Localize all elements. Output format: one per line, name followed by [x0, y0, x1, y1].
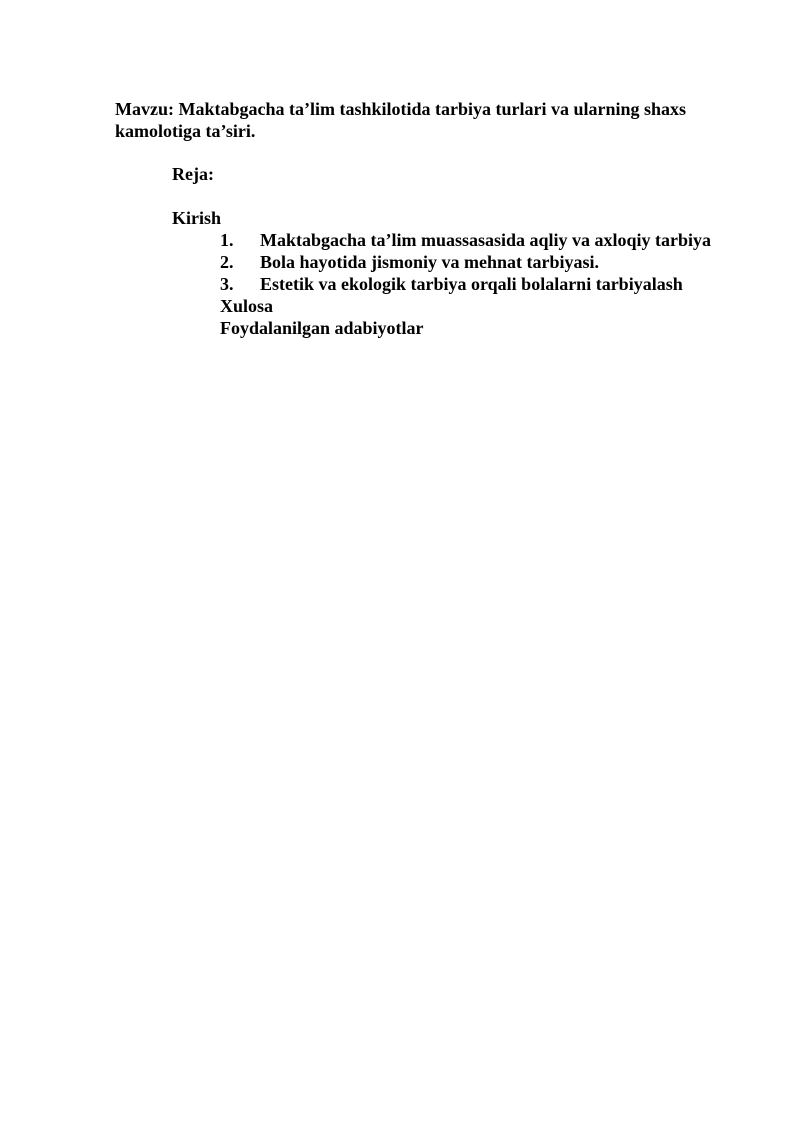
plan-item-number: 3. [220, 274, 234, 294]
plan-item-label: Maktabgacha ta’lim muassasasida aqliy va axloqiy tarbiya [260, 230, 712, 250]
plan-item-label: Estetik va ekologik tarbiya orqali bolalarni tarbiyalash [260, 274, 683, 294]
plan-item-number: 1. [220, 230, 234, 250]
plan-list [220, 229, 711, 295]
plan-item-2 [220, 251, 711, 273]
plan-item-number: 2. [220, 252, 234, 272]
plan-intro: Kirish [172, 208, 222, 228]
plan-item-3 [220, 273, 711, 295]
document-title-line-2: kamolotiga ta’siri. [115, 121, 256, 141]
plan-item-1 [220, 229, 711, 251]
plan-heading: Reja: [172, 164, 214, 184]
plan-conclusion: Xulosa [220, 296, 274, 316]
document-title [115, 98, 755, 142]
plan-item-label: Bola hayotida jismoniy va mehnat tarbiyasi. [260, 252, 600, 272]
document-title-line-1: Mavzu: Maktabgacha ta’lim tashkilotida tarbiya turlari va ularning shaxs [115, 99, 687, 119]
plan-references: Foydalanilgan adabiyotlar [220, 318, 424, 338]
